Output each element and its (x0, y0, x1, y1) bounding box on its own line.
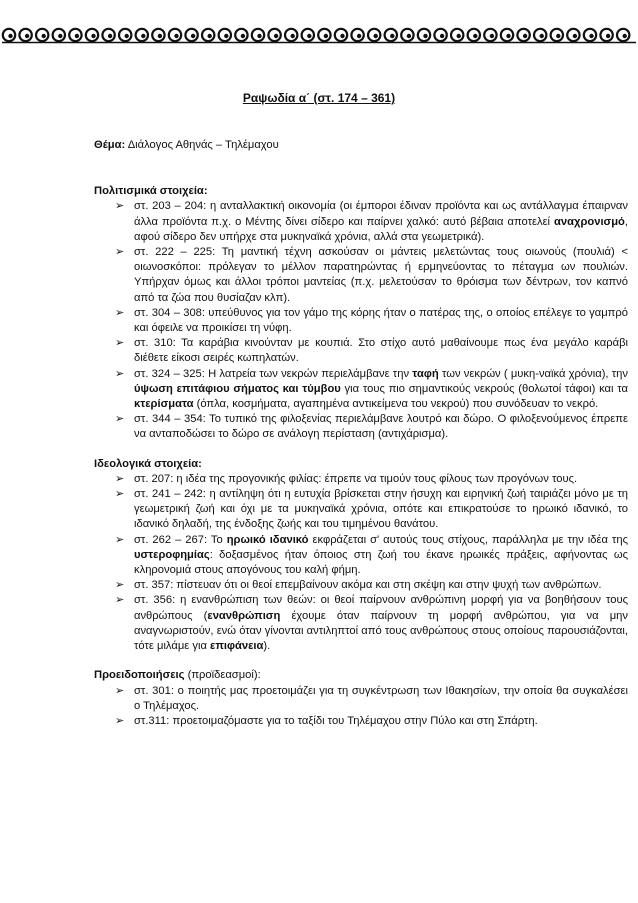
arrow-bullet-icon: ➢ (115, 337, 125, 350)
section-heading-label: Πολιτισμικά στοιχεία: (94, 185, 208, 198)
item-text: στ. 324 – 325: Η λατρεία των νεκρών περιελάμβανε την (134, 367, 413, 380)
list-item (94, 336, 628, 366)
arrow-bullet-icon: ➢ (115, 533, 125, 546)
item-text: , αφού σίδερο δεν υπήρχε στα μυκηναϊκά χρόνια, αλλά στα γεωμετρικά). (134, 215, 628, 243)
arrow-bullet-icon: ➢ (115, 472, 125, 485)
section (94, 668, 628, 729)
list-item (94, 533, 628, 579)
list-item (94, 714, 628, 729)
item-text: για τους πιο σημαντικούς νεκρούς (θολωτοί τάφοι) και τα (340, 382, 628, 395)
item-text: στ. 304 – 308: υπεύθυνος για τον γάμο της κόρης ήταν ο πατέρας της, ο οποίος επέλεγε το γαμπρό και όφειλε να προικίσει τη νύφη. (134, 306, 628, 335)
emphasis-text: επιφάνεια (210, 640, 264, 653)
section-heading (94, 668, 628, 683)
section (94, 184, 628, 442)
list-item (94, 306, 628, 336)
item-text: στ. 356: η ενανθρώπιση των θεών: οι θεοί παίρνουν ανθρώπινη μορφή για να βοηθήσουν τους ανθρώπους ( (134, 594, 628, 622)
item-text: στ.311: προετοιμαζόμαστε για το ταξίδι του Τηλέμαχου στην Πύλο και στη Σπάρτη. (134, 714, 538, 727)
item-text: στ. 241 – 242: η αντίληψη ότι η ευτυχία βρίσκεται στην ήσυχη και ειρηνική ζωή ταιριάζει μόνο με τη γεωμετρική ζωή και όχι με τα μυκηναϊκά χρόνια, οπότε και επικρατούσε το ηρωικό ιδανικό, το ιδανικό δηλαδή, της ένδοξης ζωής και του τιμημένου θανάτου. (134, 488, 628, 531)
arrow-bullet-icon: ➢ (115, 488, 125, 501)
section-heading-label: Ιδεολογικά στοιχεία: (94, 457, 202, 470)
list-item (94, 578, 628, 593)
list-item (94, 412, 628, 442)
bullet-list (94, 684, 628, 730)
section-heading (94, 457, 628, 472)
topic-line (94, 138, 628, 153)
page-title: Ραψωδία α΄ (στ. 174 – 361) (242, 91, 396, 105)
item-text: των νεκρών ( μυκη-ναϊκά χρόνια), την (438, 367, 629, 380)
arrow-bullet-icon: ➢ (115, 714, 125, 727)
arrow-bullet-icon: ➢ (115, 367, 125, 380)
arrow-bullet-icon: ➢ (115, 413, 125, 426)
item-text: εκφράζεται σ' αυτούς τους στίχους, παράλληλα με την ιδέα της (308, 533, 628, 546)
arrow-bullet-icon: ➢ (115, 246, 125, 259)
item-text: στ. 203 – 204: η ανταλλακτική οικονομία (οι έμποροι έδιναν προϊόντα και ως αντάλλαγμα έπαιρναν άλλα προϊόντα π.χ. ο Μέντης δίνει σίδερο και παίρνει χαλκό: αυτό βέβαια αποτελεί (134, 200, 628, 228)
sections-container (94, 184, 628, 729)
item-text: στ. 301: ο ποιητής μας προετοιμάζει για τη συγκέντρωση των Ιθακησίων, την οποία θα συγκαλέσει ο Τηλέμαχος. (134, 684, 628, 712)
item-text: στ. 357: πίστευαν ότι οι θεοί επεμβαίνουν ακόμα και στη σκέψη και στην ψυχή των ανθρώπων. (134, 579, 602, 592)
list-item (94, 487, 628, 533)
bullet-list (94, 472, 628, 654)
topic-text: Διάλογος Αθηνάς – Τηλέμαχου (125, 139, 279, 151)
section (94, 457, 628, 655)
topic-label: Θέμα: (94, 139, 126, 151)
item-text: στ. 344 – 354: Το τυπικό της φιλοξενίας περιελάμβανε λουτρό και δώρο. Ο φιλοξενούμενος έπρεπε να ανταποδώσει το δώρο σε ανάλογη περίσταση (αντιχάρισμα). (134, 413, 628, 441)
arrow-bullet-icon: ➢ (115, 594, 125, 607)
emphasis-text: ενανθρώπιση (207, 609, 281, 622)
list-item (94, 199, 628, 245)
list-item (94, 472, 628, 487)
section-heading (94, 184, 628, 199)
item-text: στ. 222 – 225: Τη μαντική τέχνη ασκούσαν οι μάντεις μελετώντας τους οιωνούς (πουλιά) < οιωνοσκόποι: πρόλεγαν το μέλλον παρατηρώντας ή ερμηνεύοντας το πέταγμα ων πουλιών. Υπήρχαν όμως και άλλοι τρόποι μαντείας (π.χ. μελετούσαν το θρόισμα των δέντρων, τον καπνό από τα ζώα που θυσίαζαν κλπ). (134, 246, 628, 304)
section-heading-label: Προειδοποιήσεις (94, 669, 185, 682)
bullet-list (94, 199, 628, 442)
arrow-bullet-icon: ➢ (115, 200, 125, 213)
emphasis-text: υστεροφημίας (134, 548, 210, 561)
section-heading-suffix: (προϊδεασμοί): (184, 669, 261, 682)
item-text: στ. 310: Τα καράβια κινούνταν με κουπιά. Στο στίχο αυτό μαθαίνουμε πως ένα μεγάλο καράβι διέθετε είκοσι σειρές κωπηλατών. (134, 337, 628, 365)
list-item (94, 593, 628, 654)
item-text: ). (263, 640, 271, 653)
item-text: έχουμε όταν παίρνουν τη μορφή ανθρώπου, για να μην αναγνωριστούν, ενώ όταν γίνονται αντιληπτοί από τους ανθρώπους στους οποίους παρουσιάζονται, τότε μιλάμε για (134, 609, 628, 653)
decorative-border (0, 24, 638, 46)
document-body (94, 138, 628, 743)
item-text: : δοξασμένος ήταν όποιος στη ζωή του έκανε ηρωικές πράξεις, αφήνοντας ως κληρονομιά στους απογόνους του καλή φήμη. (134, 548, 628, 577)
emphasis-text: αναχρονισμό (554, 215, 625, 228)
list-item (94, 684, 628, 714)
item-text: στ. 207: η ιδέα της προγονικής φιλίας: έπρεπε να τιμούν τους φίλους των προγόνων τους. (134, 472, 578, 485)
emphasis-text: ύψωση επιτάφιου σήματος και τύμβου (134, 382, 341, 395)
arrow-bullet-icon: ➢ (115, 684, 125, 697)
item-text: (όπλα, κοσμήματα, αγαπημένα αντικείμενα του νεκρού) που συνόδευαν το νεκρό. (193, 398, 599, 411)
emphasis-text: κτερίσματα (134, 398, 194, 411)
list-item (94, 245, 628, 306)
emphasis-text: ταφή (412, 367, 439, 380)
arrow-bullet-icon: ➢ (115, 306, 125, 319)
arrow-bullet-icon: ➢ (115, 579, 125, 592)
emphasis-text: ηρωικό ιδανικό (226, 533, 309, 546)
list-item (94, 367, 628, 413)
item-text: στ. 262 – 267: Το (134, 533, 227, 546)
